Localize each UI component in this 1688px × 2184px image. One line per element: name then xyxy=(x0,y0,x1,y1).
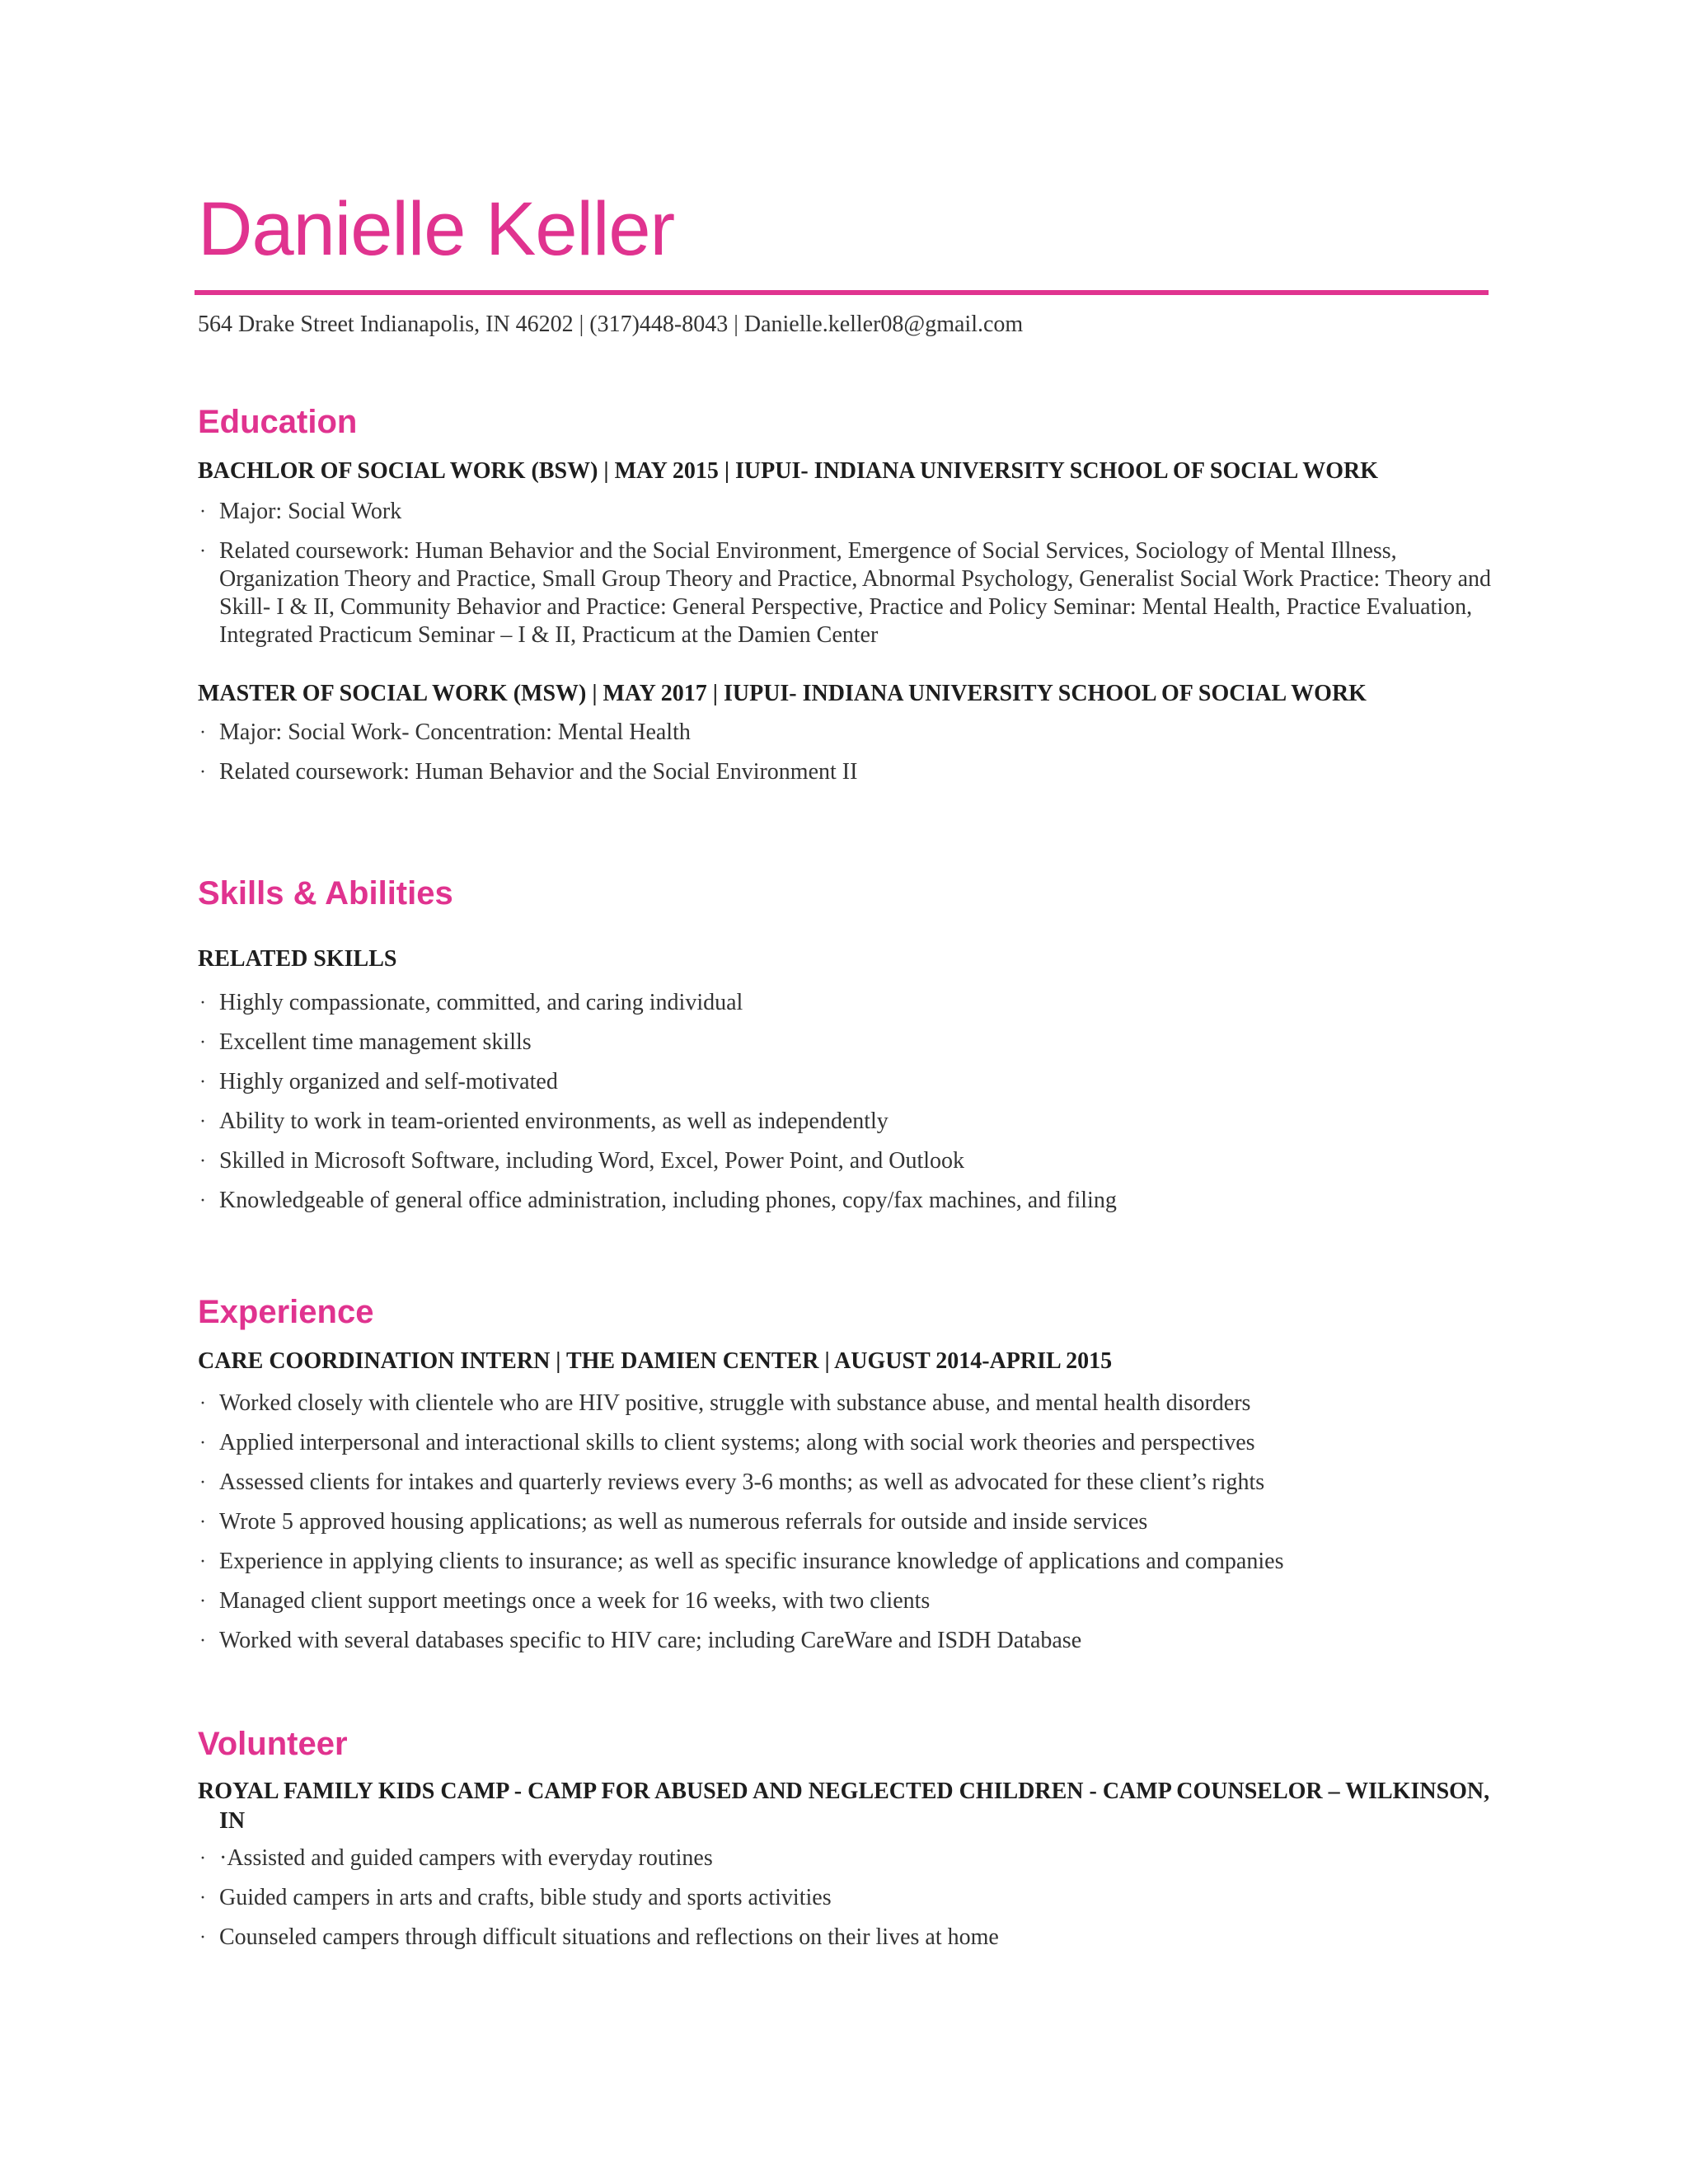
bullet-icon: · xyxy=(199,1472,206,1493)
contact-info: 564 Drake Street Indianapolis, IN 46202 | (317)448-8043 | Danielle.keller08@gmail.com xyxy=(198,312,1024,337)
bullet-icon: · xyxy=(199,1927,206,1948)
list-item: · Managed client support meetings once a week for 16 weeks, with two clients xyxy=(199,1588,931,1614)
list-item: · Major: Social Work- Concentration: Mental Health xyxy=(199,719,691,745)
skills-bullets xyxy=(198,989,1492,1215)
list-item: · Ability to work in team-oriented environments, as well as independently xyxy=(199,1108,889,1134)
list-item: · Related coursework: Human Behavior and the Social Environment, Emergence of Social Services, Sociology of Mental Illness, Organization Theory and Practice, Small Group Theory and Practice, Abnormal Psychology, Generalist Social Work Practice: Theory and Skill- I & II, Community Behavior and Practice: General Perspective, Practice and Policy Seminar: Mental Health, Practice Evaluation, Integrated Practicum Seminar – I & II, Practicum at the Damien Center xyxy=(199,538,1492,648)
bullet-icon: · xyxy=(199,1432,206,1454)
skills-section xyxy=(198,877,1492,1215)
bullet-icon: · xyxy=(199,1071,206,1093)
skills-title: Skills & Abilities xyxy=(198,875,453,912)
bullet-icon: · xyxy=(199,1848,206,1869)
list-item: · Guided campers in arts and crafts, bible study and sports activities xyxy=(199,1885,832,1910)
list-item: · ·Assisted and guided campers with everyday routines xyxy=(199,1845,713,1871)
volunteer-bullets xyxy=(198,1844,1492,1952)
list-item: · Experience in applying clients to insurance; as well as specific insurance knowledge of applications and companies xyxy=(199,1549,1284,1574)
bullet-icon: · xyxy=(199,1887,206,1909)
experience-title: Experience xyxy=(198,1294,374,1330)
list-item: · Highly organized and self-motivated xyxy=(199,1069,558,1094)
education-section xyxy=(198,405,1492,786)
list-item: · Worked with several databases specific to HIV care; including CareWare and ISDH Database xyxy=(199,1628,1082,1653)
list-item: · Skilled in Microsoft Software, including Word, Excel, Power Point, and Outlook xyxy=(199,1148,965,1174)
list-item: · Highly compassionate, committed, and caring individual xyxy=(199,990,743,1015)
list-item: · Assessed clients for intakes and quarterly reviews every 3-6 months; as well as advocated for these client’s rights xyxy=(199,1469,1265,1495)
bullet-icon: · xyxy=(199,722,206,743)
bullet-icon: · xyxy=(199,1630,206,1652)
bullet-icon: · xyxy=(199,1032,206,1053)
bullet-icon: · xyxy=(199,1190,206,1212)
candidate-name: Danielle Keller xyxy=(198,187,675,271)
list-item: · Applied interpersonal and interactional skills to client systems; along with social work theories and perspectives xyxy=(199,1430,1255,1455)
bullet-icon: · xyxy=(199,762,206,783)
header-divider xyxy=(195,290,1489,295)
skills-heading: RELATED SKILLS xyxy=(198,946,397,972)
experience-section xyxy=(198,1296,1492,1655)
bullet-icon: · xyxy=(199,541,206,562)
volunteer-title: Volunteer xyxy=(198,1726,348,1762)
list-item: · Counseled campers through difficult situations and reflections on their lives at home xyxy=(199,1924,999,1950)
experience-bullets xyxy=(198,1390,1492,1655)
bullet-icon: · xyxy=(199,1551,206,1572)
bullet-icon: · xyxy=(199,501,206,523)
bullet-icon: · xyxy=(199,1591,206,1612)
volunteer-heading: ROYAL FAMILY KIDS CAMP - CAMP FOR ABUSED AND NEGLECTED CHILDREN - CAMP COUNSELOR – WILKINSON, IN xyxy=(198,1779,1490,1834)
bullet-icon: · xyxy=(199,992,206,1014)
bsw-bullets xyxy=(198,498,1492,649)
msw-heading: MASTER OF SOCIAL WORK (MSW) | MAY 2017 | IUPUI- INDIANA UNIVERSITY SCHOOL OF SOCIAL WORK xyxy=(198,681,1367,706)
bullet-icon: · xyxy=(199,1393,206,1414)
list-item: · Wrote 5 approved housing applications; as well as numerous referrals for outside and inside services xyxy=(199,1509,1148,1535)
list-item: · Related coursework: Human Behavior and the Social Environment II xyxy=(199,759,858,785)
volunteer-section xyxy=(198,1727,1492,1952)
msw-bullets xyxy=(198,719,1492,786)
bsw-heading: BACHLOR OF SOCIAL WORK (BSW) | MAY 2015 | IUPUI- INDIANA UNIVERSITY SCHOOL OF SOCIAL WORK xyxy=(198,458,1378,484)
list-item: · Excellent time management skills xyxy=(199,1029,532,1055)
list-item: · Knowledgeable of general office administration, including phones, copy/fax machines, and filing xyxy=(199,1188,1117,1213)
bullet-icon: · xyxy=(199,1111,206,1132)
bullet-icon: · xyxy=(199,1151,206,1172)
list-item: · Major: Social Work xyxy=(199,499,402,524)
list-item: · Worked closely with clientele who are HIV positive, struggle with substance abuse, and mental health disorders xyxy=(199,1390,1251,1416)
experience-heading: CARE COORDINATION INTERN | THE DAMIEN CENTER | AUGUST 2014-APRIL 2015 xyxy=(198,1348,1113,1374)
bullet-icon: · xyxy=(199,1511,206,1533)
education-title: Education xyxy=(198,404,358,440)
